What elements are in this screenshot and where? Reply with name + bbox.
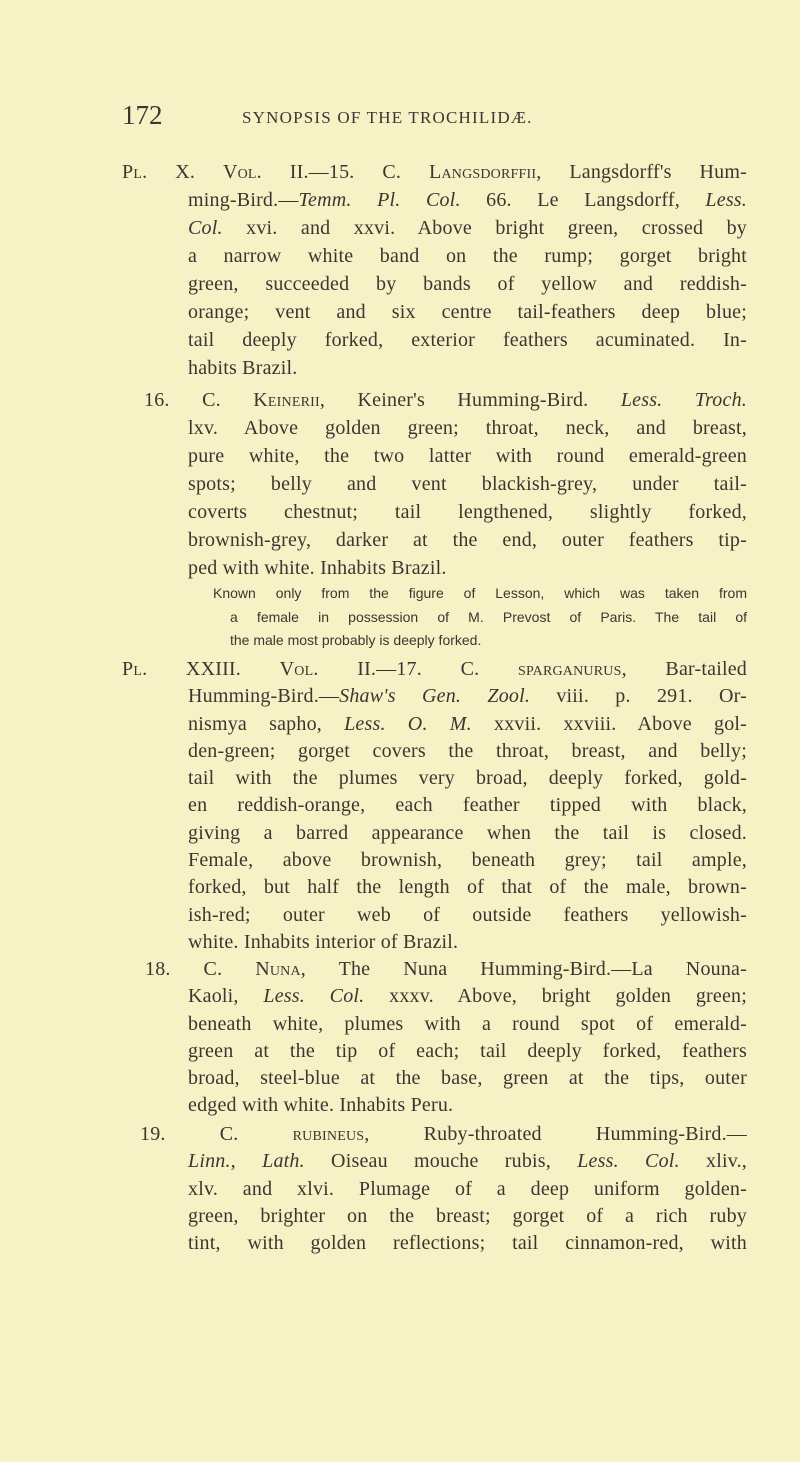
small-caps-text: Vol.	[222, 161, 290, 183]
text-line	[122, 1092, 747, 1119]
text-line	[122, 414, 747, 442]
text-line	[122, 526, 747, 554]
body-text: 16. C.	[144, 389, 254, 411]
text-line	[122, 738, 747, 765]
body-text: 19. C.	[140, 1123, 293, 1145]
citation-text: Linn., Lath.	[188, 1150, 305, 1173]
text-line	[122, 582, 747, 606]
body-text: beneath white, plumes with a round spot of emerald-	[188, 1012, 747, 1035]
citation-text: Temm. Pl. Col.	[298, 189, 461, 211]
body-text: pure white, the two latter with round emerald-green	[188, 445, 747, 467]
text-line	[122, 847, 747, 874]
body-text: nismya sapho,	[188, 712, 345, 735]
text-line	[122, 765, 747, 792]
text-line	[122, 298, 747, 326]
body-text: edged with white. Inhabits Peru.	[188, 1094, 454, 1117]
text-line	[122, 1176, 747, 1203]
text-line	[122, 629, 747, 653]
body-text: , The Nuna Humming-Bird.—La Nouna-	[300, 958, 747, 980]
body-text: Kaoli,	[188, 985, 264, 1008]
body-text: giving a barred appearance when the tail is closed.	[188, 821, 747, 844]
entry-18-nuna	[122, 956, 747, 1120]
text-line	[122, 554, 747, 582]
body-text: xvi. and xxvi. Above bright green, crossed by	[222, 217, 747, 239]
body-text: tint, with golden reflections; tail cinnamon-red, with	[188, 1232, 747, 1255]
body-text: habits Brazil.	[188, 357, 298, 379]
text-line	[122, 214, 747, 242]
footnote-keinerii	[122, 582, 747, 653]
body-text: white. Inhabits interior of Brazil.	[188, 930, 459, 953]
body-text: viii. p. 291. Or-	[530, 685, 747, 708]
text-line	[122, 1121, 747, 1148]
body-text: lxv. Above golden green; throat, neck, and breast,	[188, 417, 747, 439]
body-text: the male most probably is deeply forked.	[230, 632, 482, 648]
text-line	[122, 470, 747, 498]
body-text: ped with white. Inhabits Brazil.	[188, 557, 447, 579]
body-text: XXIII.	[185, 658, 280, 680]
text-line	[122, 956, 747, 983]
body-text: green at the tip of each; tail deeply forked, feathers	[188, 1039, 747, 1062]
small-caps-text: Vol.	[279, 658, 358, 680]
entry-17-sparganurus	[122, 656, 747, 956]
text-line	[122, 186, 747, 214]
citation-text: Shaw's Gen. Zool.	[339, 685, 531, 708]
text-line	[122, 442, 747, 470]
text-line	[122, 820, 747, 847]
body-text: II.—15. C.	[289, 161, 430, 183]
citation-text: Less.	[705, 189, 747, 211]
text-line	[122, 606, 747, 630]
body-text: en reddish-orange, each feather tipped with black,	[188, 794, 747, 817]
body-text: Female, above brownish, beneath grey; tail ample,	[188, 849, 747, 872]
text-line	[122, 354, 747, 382]
text-line	[122, 711, 747, 738]
body-text: broad, steel-blue at the base, green at the tips, outer	[188, 1067, 747, 1090]
text-line	[122, 326, 747, 354]
small-caps-text: Keinerii	[253, 389, 320, 411]
text-line	[122, 656, 747, 683]
page-number: 172	[122, 100, 163, 130]
body-text: xxvii. xxviii. Above gol-	[471, 712, 747, 735]
text-line	[122, 874, 747, 901]
text-line	[122, 386, 747, 414]
small-caps-text: Pl.	[122, 658, 186, 680]
small-caps-text: sparganurus	[517, 658, 622, 680]
body-text: II.—17. C.	[357, 658, 518, 680]
body-text: Known only from the figure of Lesson, which was taken from	[213, 585, 747, 601]
text-line	[122, 1038, 747, 1065]
body-text: Humming-Bird.—	[188, 685, 340, 708]
body-text: coverts chestnut; tail lengthened, slightly forked,	[188, 501, 747, 523]
entry-16-keinerii	[122, 386, 747, 582]
body-text: green, brighter on the breast; gorget of a rich ruby	[188, 1204, 747, 1227]
text-line	[122, 242, 747, 270]
body-text: , Bar-tailed	[621, 658, 747, 680]
entry-15-langsdorffii	[122, 158, 747, 382]
citation-text: Col.	[188, 217, 223, 239]
body-text: tail with the plumes very broad, deeply forked, gold-	[188, 767, 747, 790]
body-text: , Keiner's Humming-Bird.	[319, 389, 621, 411]
text-line	[122, 902, 747, 929]
body-text: a narrow white band on the rump; gorget bright	[188, 245, 747, 267]
body-text: Oiseau mouche rubis,	[304, 1150, 578, 1173]
body-text: forked, but half the length of that of the male, brown-	[188, 876, 747, 899]
small-caps-text: Langsdorffii	[429, 161, 537, 183]
citation-text: Less. O. M.	[344, 712, 472, 735]
citation-text: Less. Troch.	[620, 389, 747, 411]
body-text: orange; vent and six centre tail-feathers deep blue;	[188, 301, 747, 323]
small-caps-text: Pl.	[122, 161, 176, 183]
text-line	[122, 929, 747, 956]
body-text: xliv.,	[679, 1150, 747, 1173]
citation-text: Less. Col.	[263, 985, 365, 1008]
body-text: brownish-grey, darker at the end, outer feathers tip-	[188, 529, 747, 551]
body-text: X.	[175, 161, 223, 183]
text-line	[122, 498, 747, 526]
text-line	[122, 1148, 747, 1175]
text-line	[122, 158, 747, 186]
body-text: , Ruby-throated Humming-Bird.—	[364, 1123, 747, 1145]
text-line	[122, 683, 747, 710]
small-caps-text: rubineus	[292, 1123, 365, 1145]
body-text: green, succeeded by bands of yellow and reddish-	[188, 273, 747, 295]
body-text: den-green; gorget covers the throat, breast, and belly;	[188, 739, 747, 762]
body-text: xlv. and xlvi. Plumage of a deep uniform golden-	[188, 1177, 747, 1200]
body-text: ming-Bird.—	[188, 189, 299, 211]
entry-19-rubineus	[122, 1121, 747, 1257]
body-text: xxxv. Above, bright golden green;	[364, 985, 747, 1008]
text-line	[122, 1011, 747, 1038]
small-caps-text: Nuna	[255, 958, 301, 980]
body-text: 66. Le Langsdorff,	[460, 189, 706, 211]
text-line	[122, 792, 747, 819]
body-text: tail deeply forked, exterior feathers acuminated. In-	[188, 329, 747, 351]
body-text: a female in possession of M. Prevost of Paris. The tail of	[230, 608, 747, 625]
body-text: spots; belly and vent blackish-grey, under tail-	[188, 473, 747, 495]
text-line	[122, 1065, 747, 1092]
text-line	[122, 1203, 747, 1230]
text-line	[122, 1230, 747, 1257]
text-line	[122, 983, 747, 1010]
running-title: SYNOPSIS OF THE TROCHILIDÆ.	[242, 108, 533, 127]
body-text: , Langsdorff's Hum-	[536, 161, 747, 183]
body-text: 18. C.	[145, 958, 256, 980]
body-text: ish-red; outer web of outside feathers yellowish-	[188, 903, 747, 926]
citation-text: Less. Col.	[577, 1150, 680, 1173]
text-line	[122, 270, 747, 298]
